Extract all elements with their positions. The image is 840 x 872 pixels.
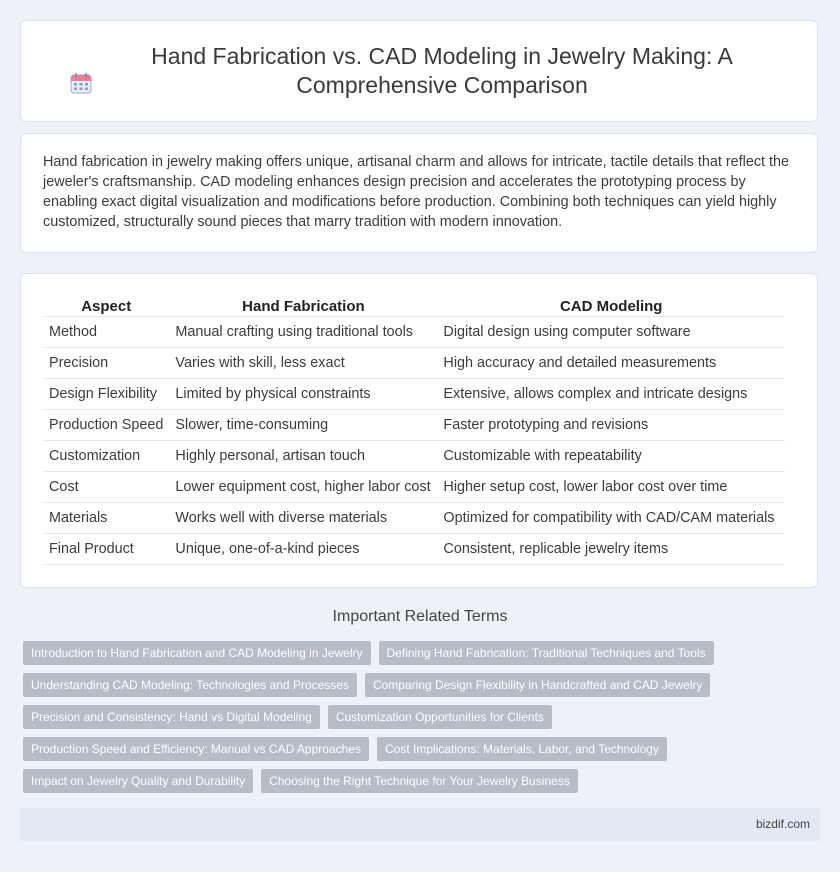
row-hand-fabrication: Highly personal, artisan touch — [169, 441, 437, 472]
related-term-tag[interactable]: Defining Hand Fabrication: Traditional Techniques and Tools — [379, 641, 714, 665]
row-hand-fabrication: Slower, time-consuming — [169, 410, 437, 441]
row-aspect: Cost — [43, 472, 169, 503]
row-hand-fabrication: Lower equipment cost, higher labor cost — [169, 472, 437, 503]
table-row — [43, 441, 785, 472]
footer — [20, 808, 820, 841]
row-cad-modeling: Faster prototyping and revisions — [437, 410, 785, 441]
table-row — [43, 317, 785, 348]
table-row — [43, 472, 785, 503]
comparison-card — [20, 273, 818, 588]
table-row — [43, 348, 785, 379]
row-cad-modeling: Higher setup cost, lower labor cost over time — [437, 472, 785, 503]
table-row — [43, 410, 785, 441]
header-hand-fabrication: Hand Fabrication — [169, 296, 437, 317]
related-term-tag[interactable]: Comparing Design Flexibility in Handcrafted and CAD Jewelry — [365, 673, 710, 697]
related-term-tag[interactable]: Introduction to Hand Fabrication and CAD Modeling in Jewelry — [23, 641, 371, 665]
row-hand-fabrication: Manual crafting using traditional tools — [169, 317, 437, 348]
related-term-tag[interactable]: Cost Implications: Materials, Labor, and Technology — [377, 737, 667, 761]
table-header-row — [43, 296, 785, 317]
header-cad-modeling: CAD Modeling — [437, 296, 785, 317]
related-term-tag[interactable]: Production Speed and Efficiency: Manual vs CAD Approaches — [23, 737, 369, 761]
row-aspect: Design Flexibility — [43, 379, 169, 410]
intro-card — [20, 133, 818, 253]
intro-text: Hand fabrication in jewelry making offers unique, artisanal charm and allows for intricate, tactile details that reflect the jeweler's craftsmanship. CAD modeling enhances design precision and accelerates the prototyping process by enabling exact digital visualization and modifications before production. Combining both techniques can yield highly customized, structurally sound pieces that marry tradition with modern innovation. — [43, 154, 790, 230]
related-term-tag[interactable]: Choosing the Right Technique for Your Jewelry Business — [261, 769, 578, 793]
comparison-table — [43, 296, 785, 565]
header-aspect: Aspect — [43, 296, 169, 317]
related-terms-list — [23, 641, 823, 801]
page-title: Hand Fabrication vs. CAD Modeling in Jewelry Making: A Comprehensive Comparison — [151, 43, 733, 98]
row-aspect: Customization — [43, 441, 169, 472]
related-term-tag[interactable]: Understanding CAD Modeling: Technologies and Processes — [23, 673, 357, 697]
row-aspect: Precision — [43, 348, 169, 379]
row-aspect: Production Speed — [43, 410, 169, 441]
row-cad-modeling: Optimized for compatibility with CAD/CAM materials — [437, 503, 785, 534]
row-hand-fabrication: Varies with skill, less exact — [169, 348, 437, 379]
row-cad-modeling: Digital design using computer software — [437, 317, 785, 348]
related-term-tag[interactable]: Precision and Consistency: Hand vs Digital Modeling — [23, 705, 320, 729]
title-card — [20, 20, 818, 122]
row-hand-fabrication: Unique, one-of-a-kind pieces — [169, 534, 437, 565]
row-hand-fabrication: Works well with diverse materials — [169, 503, 437, 534]
related-term-tag[interactable]: Impact on Jewelry Quality and Durability — [23, 769, 253, 793]
row-cad-modeling: Consistent, replicable jewelry items — [437, 534, 785, 565]
table-row — [43, 379, 785, 410]
footer-brand[interactable]: bizdif.com — [755, 817, 810, 831]
table-row — [43, 534, 785, 565]
table-row — [43, 503, 785, 534]
related-term-tag[interactable]: Customization Opportunities for Clients — [328, 705, 552, 729]
row-cad-modeling: High accuracy and detailed measurements — [437, 348, 785, 379]
row-hand-fabrication: Limited by physical constraints — [169, 379, 437, 410]
row-aspect: Final Product — [43, 534, 169, 565]
row-cad-modeling: Extensive, allows complex and intricate designs — [437, 379, 785, 410]
calendar-icon — [69, 71, 93, 95]
row-aspect: Materials — [43, 503, 169, 534]
related-terms-title: Important Related Terms — [332, 608, 508, 625]
title-wrap — [69, 42, 769, 100]
row-cad-modeling: Customizable with repeatability — [437, 441, 785, 472]
row-aspect: Method — [43, 317, 169, 348]
